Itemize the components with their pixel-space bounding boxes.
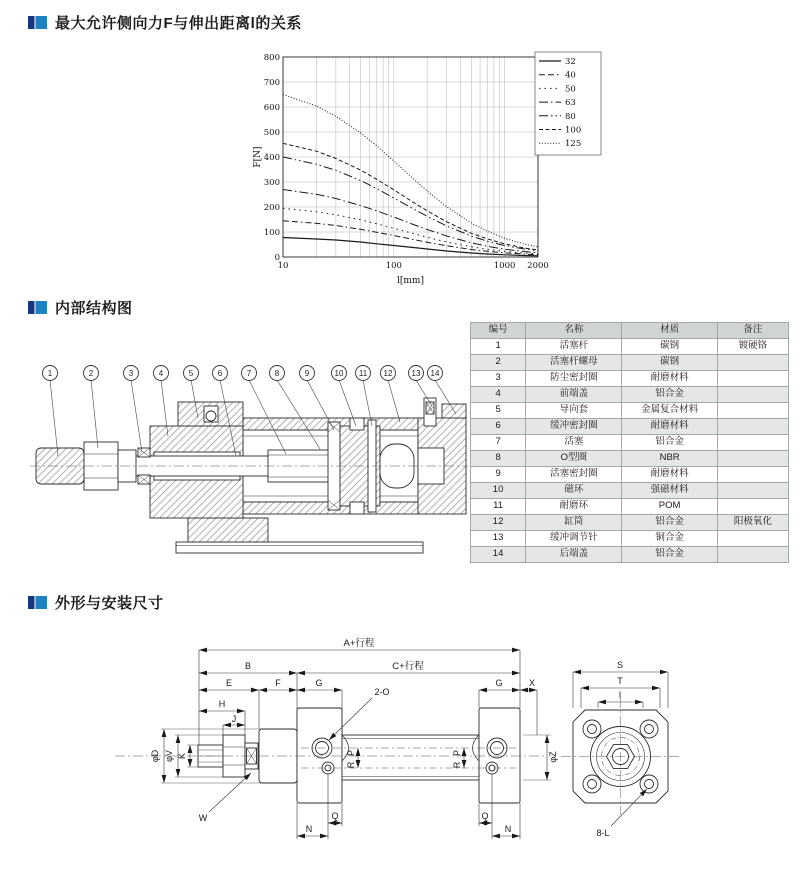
- parts-table-cell: 耐磨环: [526, 499, 622, 515]
- parts-table-row: [471, 451, 789, 467]
- callout-number: 6: [217, 369, 223, 378]
- side-force-chart-svg: [252, 48, 608, 288]
- parts-table-row: [471, 435, 789, 451]
- parts-table-cell: 1: [471, 339, 526, 355]
- svg-text:500: 500: [263, 128, 280, 138]
- dim-label-p-left: P: [346, 749, 356, 757]
- svg-text:32: 32: [565, 57, 576, 67]
- svg-text:600: 600: [263, 103, 280, 113]
- dim-label-phi-d: φD: [150, 749, 160, 763]
- parts-table-row: [471, 547, 789, 563]
- parts-table-cell: 防尘密封圈: [526, 371, 622, 387]
- dimension-drawing-svg: [95, 626, 790, 878]
- parts-table-container: [470, 322, 789, 563]
- parts-table-cell: 9: [471, 467, 526, 483]
- parts-table-cell: [717, 483, 788, 499]
- callout-number: 2: [88, 369, 94, 378]
- svg-text:40: 40: [565, 70, 576, 81]
- parts-table-cell: 6: [471, 419, 526, 435]
- parts-table-cell: 磁环: [526, 483, 622, 499]
- parts-table-row: [471, 499, 789, 515]
- cylinder-cross-section: [30, 398, 468, 553]
- parts-table-cell: 强磁材料: [622, 483, 717, 499]
- parts-table-cell: O型圈: [526, 451, 622, 467]
- dim-label-r-left: R: [346, 761, 356, 769]
- svg-text:100: 100: [385, 261, 402, 271]
- dim-label-s: S: [616, 660, 624, 670]
- callout-number: 12: [383, 369, 393, 378]
- chart-x-axis-label: l[mm]: [397, 276, 424, 286]
- parts-table-cell: 活塞杆螺母: [526, 355, 622, 371]
- parts-table-cell: [717, 419, 788, 435]
- parts-table-cell: 后端盖: [526, 547, 622, 563]
- parts-table-cell: 活塞密封圈: [526, 467, 622, 483]
- parts-table-row: [471, 355, 789, 371]
- parts-table-header-cell: 备注: [717, 323, 788, 339]
- dim-label-e: E: [225, 678, 233, 688]
- parts-table-cell: 镀硬铬: [717, 339, 788, 355]
- parts-table-row: [471, 371, 789, 387]
- internal-structure-diagram: [28, 356, 472, 576]
- callout-number: 1: [47, 369, 53, 378]
- svg-text:1000: 1000: [493, 261, 516, 271]
- section-bullet-icon: [28, 596, 47, 609]
- parts-table-row: [471, 339, 789, 355]
- parts-table-cell: [717, 547, 788, 563]
- svg-text:400: 400: [263, 153, 280, 163]
- svg-text:700: 700: [263, 78, 280, 88]
- callout-number: 9: [304, 369, 310, 378]
- dim-label-q-left: Q: [331, 811, 339, 821]
- parts-table-cell: [717, 531, 788, 547]
- parts-table-cell: 5: [471, 403, 526, 419]
- parts-table-cell: 铝合金: [622, 547, 717, 563]
- side-force-chart: [252, 48, 608, 288]
- dim-label-2o: 2-O: [374, 687, 390, 697]
- dim-label-w: W: [198, 813, 208, 823]
- parts-table-row: [471, 483, 789, 499]
- svg-text:0: 0: [274, 253, 280, 263]
- parts-table-header: [471, 323, 789, 339]
- parts-table-cell: 耐磨材料: [622, 419, 717, 435]
- parts-table-cell: 铝合金: [622, 515, 717, 531]
- parts-table-cell: [717, 371, 788, 387]
- dim-label-phi-v: φV: [164, 750, 174, 762]
- dimension-drawing: [95, 626, 790, 878]
- dim-label-f: F: [275, 678, 281, 688]
- parts-table-cell: 8: [471, 451, 526, 467]
- parts-table-cell: NBR: [622, 451, 717, 467]
- parts-table-cell: 耐磨材料: [622, 467, 717, 483]
- callout-number: 4: [158, 369, 164, 378]
- section-title: 外形与安装尺寸: [55, 595, 164, 612]
- svg-text:100: 100: [263, 228, 280, 238]
- parts-table-row: [471, 515, 789, 531]
- parts-table-header-cell: 材质: [622, 323, 717, 339]
- svg-text:2000: 2000: [527, 261, 549, 271]
- parts-table-cell: [717, 403, 788, 419]
- parts-table-row: [471, 419, 789, 435]
- callout-number: 14: [430, 369, 440, 378]
- parts-table-cell: 11: [471, 499, 526, 515]
- parts-table-row: [471, 403, 789, 419]
- parts-table-cell: 前端盖: [526, 387, 622, 403]
- parts-table-header-cell: 编号: [471, 323, 526, 339]
- parts-table-cell: [717, 499, 788, 515]
- parts-table-cell: 耐磨材料: [622, 371, 717, 387]
- chart-grid: [283, 57, 538, 257]
- parts-table-cell: 碳钢: [622, 339, 717, 355]
- parts-table-cell: 活塞: [526, 435, 622, 451]
- dim-label-g-right: G: [495, 678, 503, 688]
- parts-table-cell: 2: [471, 355, 526, 371]
- parts-table-cell: 阳极氧化: [717, 515, 788, 531]
- parts-table-cell: [717, 355, 788, 371]
- callout-number: 7: [246, 369, 252, 378]
- parts-table-row: [471, 387, 789, 403]
- parts-table-cell: 10: [471, 483, 526, 499]
- svg-text:63: 63: [565, 98, 576, 109]
- dim-label-8l: 8-L: [596, 828, 610, 838]
- parts-table-cell: 4: [471, 387, 526, 403]
- section-title: 最大允许侧向力F与伸出距离l的关系: [55, 15, 302, 32]
- section-bullet-icon: [28, 16, 47, 29]
- callout-number: 3: [128, 369, 134, 378]
- parts-table-cell: POM: [622, 499, 717, 515]
- parts-table-cell: 铝合金: [622, 435, 717, 451]
- section-bullet-icon: [28, 301, 47, 314]
- dim-label-t: T: [617, 676, 623, 686]
- section-title: 内部结构图: [55, 300, 133, 317]
- parts-table-cell: 13: [471, 531, 526, 547]
- parts-table-cell: [717, 467, 788, 483]
- callout-number: 11: [358, 369, 368, 378]
- dim-label-k: K: [177, 752, 187, 760]
- parts-table-cell: 铜合金: [622, 531, 717, 547]
- dim-label-g-left: G: [315, 678, 323, 688]
- svg-text:50: 50: [565, 84, 576, 95]
- dim-label-q-right: Q: [481, 811, 489, 821]
- dim-label-x: X: [528, 678, 536, 688]
- parts-table-cell: [717, 387, 788, 403]
- dim-label-c: C+行程: [392, 661, 424, 672]
- parts-table-row: [471, 467, 789, 483]
- svg-text:100: 100: [565, 125, 582, 136]
- dim-label-r-right: R: [452, 761, 462, 769]
- callout-number: 5: [188, 369, 194, 378]
- end-view: [561, 698, 680, 815]
- dim-label-b: B: [244, 661, 252, 671]
- callout-number: 10: [334, 369, 344, 378]
- section-header-dimensions: [28, 592, 164, 613]
- chart-legend: [535, 52, 601, 155]
- parts-table-cell: 缸筒: [526, 515, 622, 531]
- parts-table-row: [471, 531, 789, 547]
- parts-table-cell: 7: [471, 435, 526, 451]
- svg-text:200: 200: [263, 203, 280, 213]
- dim-label-i: I: [618, 690, 622, 700]
- parts-table-cell: 缓冲调节针: [526, 531, 622, 547]
- dim-label-h: H: [218, 699, 226, 709]
- parts-table-cell: 金属复合材料: [622, 403, 717, 419]
- parts-table-cell: 导向套: [526, 403, 622, 419]
- parts-table: [470, 322, 789, 563]
- parts-table-cell: 碳钢: [622, 355, 717, 371]
- svg-text:10: 10: [277, 261, 289, 271]
- dim-label-j: J: [231, 714, 237, 724]
- parts-table-cell: 12: [471, 515, 526, 531]
- parts-table-cell: 14: [471, 547, 526, 563]
- parts-table-cell: 活塞杆: [526, 339, 622, 355]
- parts-table-cell: 3: [471, 371, 526, 387]
- svg-text:125: 125: [565, 139, 582, 150]
- dim-label-n-left: N: [305, 824, 313, 834]
- cylinder-cross-section-svg: [28, 356, 472, 576]
- parts-table-cell: 缓冲密封圈: [526, 419, 622, 435]
- parts-table-cell: [717, 435, 788, 451]
- dim-label-phi-z: φZ: [548, 751, 558, 763]
- callout-number: 13: [411, 369, 421, 378]
- svg-text:800: 800: [263, 53, 280, 63]
- dim-label-n-right: N: [504, 824, 512, 834]
- dim-label-a: A+行程: [343, 638, 375, 649]
- section-header-structure: [28, 297, 133, 318]
- svg-text:300: 300: [263, 178, 280, 188]
- dim-label-p-right: P: [452, 749, 462, 757]
- chart-y-axis-label: F[N]: [253, 146, 263, 168]
- callout-number: 8: [274, 369, 280, 378]
- parts-table-cell: [717, 451, 788, 467]
- svg-text:80: 80: [565, 111, 576, 122]
- parts-table-cell: 铝合金: [622, 387, 717, 403]
- section-header-chart: [28, 12, 302, 33]
- parts-table-header-cell: 名称: [526, 323, 622, 339]
